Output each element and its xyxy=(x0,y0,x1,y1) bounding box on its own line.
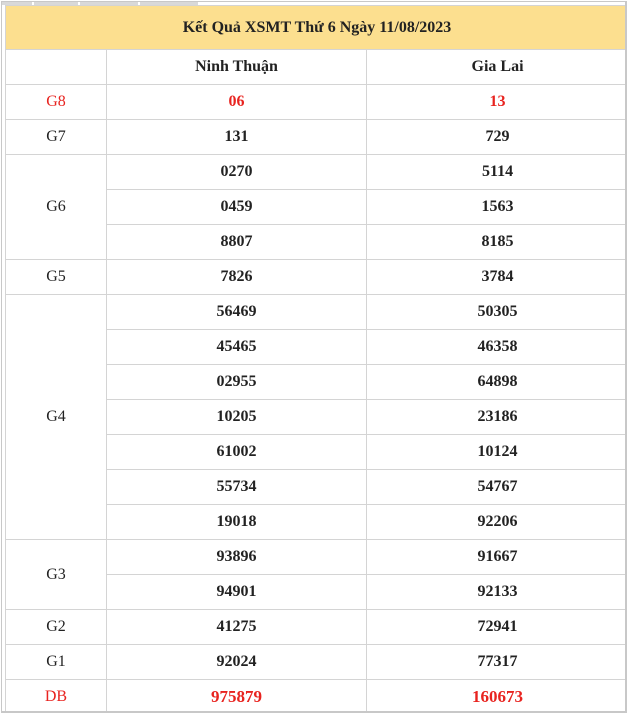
ninh-thuan-number: 19018 xyxy=(107,505,367,540)
gia-lai-number: 64898 xyxy=(367,365,628,400)
gia-lai-number: 3784 xyxy=(367,260,628,295)
ninh-thuan-number: 55734 xyxy=(107,470,367,505)
title-row xyxy=(6,6,628,50)
header-empty-cell xyxy=(6,50,107,85)
prize-row-g4 xyxy=(6,295,628,330)
prize-label-g4: G4 xyxy=(6,295,107,540)
prize-label-g6: G6 xyxy=(6,155,107,260)
province-ninh-thuan: Ninh Thuận xyxy=(107,50,367,85)
gia-lai-number: 23186 xyxy=(367,400,628,435)
prize-row-g3 xyxy=(6,540,628,575)
province-gia-lai: Gia Lai xyxy=(367,50,628,85)
prize-row-g6 xyxy=(6,155,628,190)
prize-label-db: DB xyxy=(6,680,107,714)
ninh-thuan-number: 02955 xyxy=(107,365,367,400)
ninh-thuan-number: 94901 xyxy=(107,575,367,610)
prize-row-g8 xyxy=(6,85,628,120)
gia-lai-number: 729 xyxy=(367,120,628,155)
table-title: Kết Quả XSMT Thứ 6 Ngày 11/08/2023 xyxy=(6,6,628,50)
ninh-thuan-number: 0459 xyxy=(107,190,367,225)
prize-row-g7 xyxy=(6,120,628,155)
prize-label-g5: G5 xyxy=(6,260,107,295)
prize-row-g5 xyxy=(6,260,628,295)
ninh-thuan-number: 06 xyxy=(107,85,367,120)
ninh-thuan-number: 8807 xyxy=(107,225,367,260)
gia-lai-number: 77317 xyxy=(367,645,628,680)
ninh-thuan-number: 7826 xyxy=(107,260,367,295)
prize-label-g3: G3 xyxy=(6,540,107,610)
ninh-thuan-number: 131 xyxy=(107,120,367,155)
prize-row-g1 xyxy=(6,645,628,680)
gia-lai-number: 92133 xyxy=(367,575,628,610)
ninh-thuan-number: 92024 xyxy=(107,645,367,680)
gia-lai-number: 50305 xyxy=(367,295,628,330)
ninh-thuan-number: 45465 xyxy=(107,330,367,365)
ninh-thuan-number: 41275 xyxy=(107,610,367,645)
gia-lai-number: 10124 xyxy=(367,435,628,470)
ninh-thuan-number: 0270 xyxy=(107,155,367,190)
ninh-thuan-number: 93896 xyxy=(107,540,367,575)
ninh-thuan-number: 10205 xyxy=(107,400,367,435)
gia-lai-number: 54767 xyxy=(367,470,628,505)
gia-lai-number: 92206 xyxy=(367,505,628,540)
prize-row-g2 xyxy=(6,610,628,645)
ninh-thuan-number: 56469 xyxy=(107,295,367,330)
gia-lai-number: 13 xyxy=(367,85,628,120)
gia-lai-number: 72941 xyxy=(367,610,628,645)
gia-lai-number: 160673 xyxy=(367,680,628,714)
gia-lai-number: 5114 xyxy=(367,155,628,190)
gia-lai-number: 46358 xyxy=(367,330,628,365)
gia-lai-number: 8185 xyxy=(367,225,628,260)
province-header-row xyxy=(6,50,628,85)
ninh-thuan-number: 975879 xyxy=(107,680,367,714)
prize-row-db xyxy=(6,680,628,714)
prize-label-g1: G1 xyxy=(6,645,107,680)
gia-lai-number: 1563 xyxy=(367,190,628,225)
prize-label-g7: G7 xyxy=(6,120,107,155)
lottery-results-table xyxy=(5,5,627,713)
prize-label-g2: G2 xyxy=(6,610,107,645)
results-frame xyxy=(1,1,627,713)
gia-lai-number: 91667 xyxy=(367,540,628,575)
prize-label-g8: G8 xyxy=(6,85,107,120)
ninh-thuan-number: 61002 xyxy=(107,435,367,470)
